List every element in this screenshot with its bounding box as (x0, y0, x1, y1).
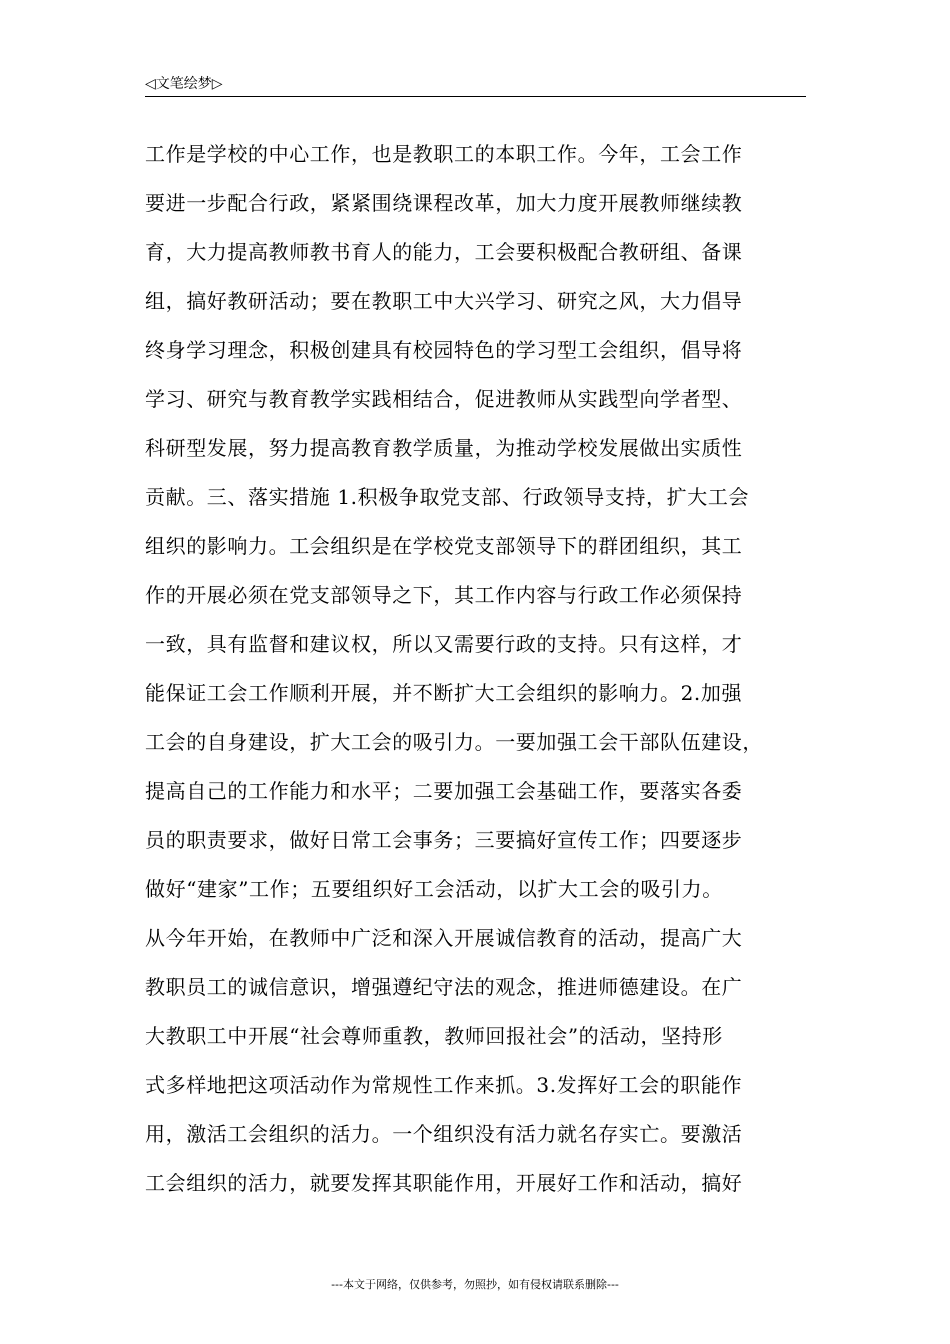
body-line: 教职员工的诚信意识，增强遵纪守法的观念，推进师德建设。在广 (145, 975, 743, 999)
document-body (145, 130, 825, 1208)
body-line: 贡献。三、落实措施 1.积极争取党支部、行政领导支持，扩大工会 (145, 485, 750, 509)
body-line: 从今年开始，在教师中广泛和深入开展诚信教育的活动，提高广大 (145, 926, 743, 950)
body-line: 学习、研究与教育教学实践相结合，促进教师从实践型向学者型、 (145, 387, 743, 411)
body-line: 工会的自身建设，扩大工会的吸引力。一要加强工会干部队伍建设， (145, 730, 763, 754)
body-line: 大教职工中开展“社会尊师重教，教师回报社会”的活动，坚持形 (145, 1024, 723, 1048)
body-line: 作的开展必须在党支部领导之下，其工作内容与行政工作必须保持 (145, 583, 743, 607)
body-line: 工会组织的活力，就要发挥其职能作用，开展好工作和活动，搞好 (145, 1171, 743, 1195)
body-line: 提高自己的工作能力和水平；二要加强工会基础工作，要落实各委 (145, 779, 743, 803)
body-line: 育，大力提高教师教书育人的能力，工会要积极配合教研组、备课 (145, 240, 743, 264)
page-footer (0, 1278, 950, 1292)
page-header (145, 74, 806, 97)
body-line: 终身学习理念，积极创建具有校园特色的学习型工会组织，倡导将 (145, 338, 743, 362)
body-line: 做好“建家”工作；五要组织好工会活动，以扩大工会的吸引力。 (145, 877, 723, 901)
body-line: 能保证工会工作顺利开展，并不断扩大工会组织的影响力。2.加强 (145, 681, 743, 705)
body-line: 用，激活工会组织的活力。一个组织没有活力就名存实亡。要激活 (145, 1122, 743, 1146)
header-title: ◁文笔绘梦▷ (145, 76, 223, 92)
body-line: 科研型发展，努力提高教育教学质量，为推动学校发展做出实质性 (145, 436, 743, 460)
body-line: 组，搞好教研活动；要在教职工中大兴学习、研究之风，大力倡导 (145, 289, 743, 313)
body-line: 要进一步配合行政，紧紧围绕课程改革，加大力度开展教师继续教 (145, 191, 743, 215)
footer-notice: ---本文于网络，仅供参考，勿照抄，如有侵权请联系删除--- (331, 1278, 619, 1291)
body-line: 工作是学校的中心工作，也是教职工的本职工作。今年，工会工作 (145, 142, 743, 166)
body-line: 员的职责要求，做好日常工会事务；三要搞好宣传工作；四要逐步 (145, 828, 743, 852)
body-line: 组织的影响力。工会组织是在学校党支部领导下的群团组织，其工 (145, 534, 743, 558)
body-line: 一致，具有监督和建议权，所以又需要行政的支持。只有这样，才 (145, 632, 743, 656)
body-line: 式多样地把这项活动作为常规性工作来抓。3.发挥好工会的职能作 (145, 1073, 743, 1097)
